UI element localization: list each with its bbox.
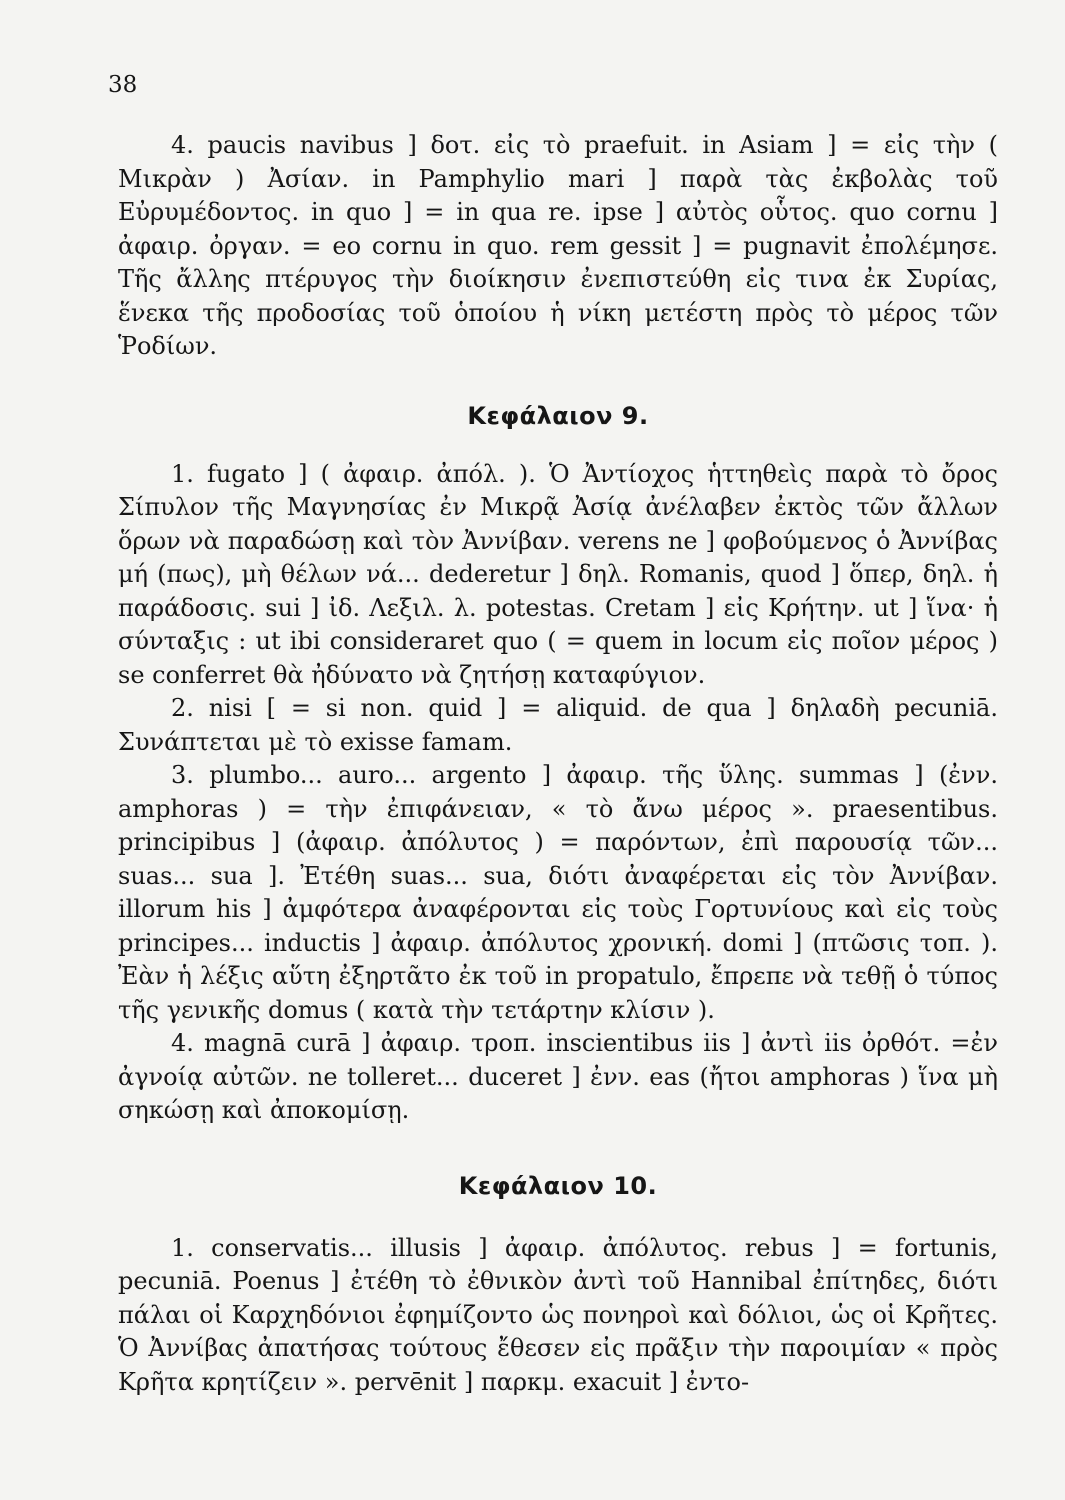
chapter-9-paragraph-2 xyxy=(118,692,998,759)
chapter-10-heading: Κεφάλαιον 10. xyxy=(458,1171,658,1200)
intro-paragraph xyxy=(118,129,998,364)
chapter-9-paragraph-4-text: 4. magnā curā ] ἀφαιρ. τροπ. inscientibus iis ] ἀντὶ iis ὀρθότ. =ἐν ἀγνοίᾳ αὐτῶν. ne tolleret... duceret ] ἐνν. eas (ἤτοι amphoras ) ἵνα μὴ σηκώσῃ καὶ ἀποκομίσῃ. xyxy=(118,1029,998,1124)
chapter-9-paragraph-4 xyxy=(118,1027,998,1128)
chapter-9-paragraph-3-text: 3. plumbo... auro... argento ] ἀφαιρ. τῆς ὕλης. summas ] (ἐνν. amphoras ) = τὴν ἐπιφάνειαν, « τὸ ἄνω μέρος ». praesentibus. principibus ] (ἀφαιρ. ἀπόλυτος ) = παρόντων, ἐπὶ παρουσίᾳ τῶν... suas... sua ]. Ἐτέθη suas... sua, διότι ἀναφέρεται εἰς τὸν Ἀννίβαν. illorum his ] ἀμφότερα ἀναφέρονται εἰς τοὺς Γορτυνίους καὶ εἰς τοὺς principes... inductis ] ἀφαιρ. ἀπόλυτος χρονική. domi ] (πτῶσις τοπ. ). Ἐὰν ἡ λέξις αὕτη ἐξηρτᾶτο ἐκ τοῦ in propatulo, ἔπρεπε νὰ τεθῇ ὁ τύπος τῆς γενικῆς domus ( κατὰ τὴν τετάρτην κλίσιν ). xyxy=(118,761,998,1024)
chapter-10-paragraph-1 xyxy=(118,1232,998,1400)
page-body xyxy=(118,129,998,1399)
chapter-9-paragraph-1-text: 1. fugato ] ( ἀφαιρ. ἀπόλ. ). Ὁ Ἀντίοχος ἡττηθεὶς παρὰ τὸ ὄρος Σίπυλον τῆς Μαγνησίας ἐν Μικρᾷ Ἀσίᾳ ἀνέλαβεν ἐκτὸς τῶν ἄλλων ὅρων νὰ παραδώσῃ καὶ τὸν Ἀννίβαν. verens ne ] φοβούμενος ὁ Ἀννίβας μή (πως), μὴ θέλων νά... dederetur ] δηλ. Romanis, quod ] ὅπερ, δηλ. ἡ παράδοσις. sui ] ἰδ. Λεξιλ. λ. potestas. Cretam ] εἰς Κρήτην. ut ] ἵνα· ἡ σύνταξις : ut ibi consideraret quo ( = quem in locum εἰς ποῖον μέρος ) se conferret θὰ ἠδύνατο νὰ ζητήσῃ καταφύγιον. xyxy=(118,459,998,689)
chapter-9-paragraph-3 xyxy=(118,759,998,1027)
chapter-9-paragraph-2-text: 2. nisi [ = si non. quid ] = aliquid. de qua ] δηλαδὴ pecuniā. Συνάπτεται μὲ τὸ exisse famam. xyxy=(118,694,998,756)
chapter-9-paragraph-1 xyxy=(118,458,998,693)
chapter-10-paragraph-1-text: 1. conservatis... illusis ] ἀφαιρ. ἀπόλυτος. rebus ] = fortunis, pecuniā. Poenus ] ἐτέθη τὸ ἐθνικὸν ἀντὶ τοῦ Hannibal ἐπίτηδες, διότι πάλαι οἱ Καρχηδόνιοι ἐφημίζοντο ὡς πονηροὶ καὶ δόλιοι, ὡς οἱ Κρῆτες. Ὁ Ἀννίβας ἀπατήσας τούτους ἔθεσεν εἰς πρᾶξιν τὴν παροιμίαν « πρὸς Κρῆτα κρητίζειν ». pervēnit ] παρκμ. exacuit ] ἐντο- xyxy=(118,1233,998,1396)
intro-paragraph-text: 4. paucis navibus ] δοτ. εἰς τὸ praefuit. in Asiam ] = εἰς τὴν ( Μικρὰν ) Ἀσίαν. in Pamphylio mari ] παρὰ τὰς ἐκβολὰς τοῦ Εὐρυμέδοντος. in quo ] = in qua re. ipse ] αὐτὸς οὗτος. quo cornu ] ἀφαιρ. ὀργαν. = eo cornu in quo. rem gessit ] = pugnavit ἐπολέμησε. Τῆς ἄλλης πτέρυγος τὴν διοίκησιν ἐνεπιστεύθη εἰς τινα ἐκ Συρίας, ἕνεκα τῆς προδοσίας τοῦ ὁποίου ἡ νίκη μετέστη πρὸς τὸ μέρος τῶν Ῥοδίων. xyxy=(118,131,998,360)
chapter-9-heading: Κεφάλαιον 9. xyxy=(467,401,649,430)
page-number: 38 xyxy=(108,72,138,98)
